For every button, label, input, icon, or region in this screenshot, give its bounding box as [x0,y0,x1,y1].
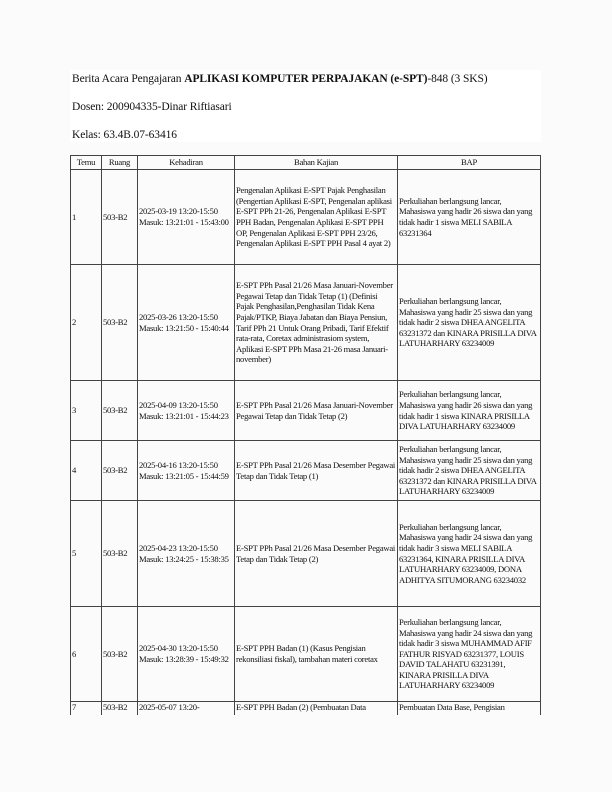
table-header-row [71,156,541,170]
attendance-table-container [70,155,542,715]
cell-bahan-kajian: E-SPT PPh Pasal 21/26 Masa Januari-November Pegawai Tetap dan Tidak Tetap (1) (Definisi Pajak Penghasilan,Penghasilan Tidak Kena Pajak/PTKP, Biaya Jabatan dan Biaya Pensiun, Tarif PPh 21 Untuk Orang Pribadi, Tarif Efektif rata-rata, Coretax administrasiom system, Aplikasi E-SPT PPh Masa 21-26 masa Januari-november) [235,265,398,381]
table-row [71,607,541,702]
cell-bap: Perkuliahan berlangsung lancar, Mahasiswa yang hadir 25 siswa dan yang tidak hadir 2 siswa DHEA ANGELITA 63231372 dan KINARA PRISILLA DIVA LATUHARHARY 63234009 [398,441,541,501]
cell-kehadiran: 2025-05-07 13:20- [138,702,235,716]
cell-ruang: 503-B2 [102,381,138,441]
cell-bahan-kajian: Pengenalan Aplikasi E-SPT Pajak Penghasilan (Pengertian Aplikasi E-SPT, Pengenalan aplikasi E-SPT PPh 21-26, Pengenalan Aplikasi E-SPT PPH Badan, Pengenalan Aplikasi E-SPT PPH OP, Pengenalan Aplikasi E-SPT PPH 23/26, Pengenalan Aplikasi E-SPT PPH Pasal 4 ayat 2) [235,170,398,265]
cell-temu: 1 [71,170,102,265]
cell-bap: Pembuatan Data Base, Pengisian [398,702,541,716]
cell-temu: 3 [71,381,102,441]
course-code-sks: -848 (3 SKS) [427,73,488,85]
cell-kehadiran: 2025-03-26 13:20-15:50 Masuk: 13:21:50 - 15:40:44 [138,265,235,381]
title-prefix: Berita Acara Pengajaran [72,73,185,85]
cell-kehadiran: 2025-04-09 13:20-15:50 Masuk: 13:21:01 - 15:44:23 [138,381,235,441]
class-line: Kelas: 63.4B.07-63416 [72,129,177,141]
col-header-kehadiran: Kehadiran [138,156,235,170]
cell-ruang: 503-B2 [102,265,138,381]
table-row [71,441,541,501]
cell-bap: Perkuliahan berlangsung lancar, Mahasiswa yang hadir 25 siswa dan yang tidak hadir 2 siswa DHEA ANGELITA 63231372 dan KINARA PRISILLA DIVA LATUHARHARY 63234009 [398,265,541,381]
cell-ruang: 503-B2 [102,501,138,607]
cell-bahan-kajian: E-SPT PPh Pasal 21/26 Masa Januari-November Pegawai Tetap dan Tidak Tetap (2) [235,381,398,441]
attendance-table [70,155,541,715]
table-row [71,265,541,381]
table-row [71,170,541,265]
cell-bahan-kajian: E-SPT PPH Badan (2) (Pembuatan Data [235,702,398,716]
cell-bap: Perkuliahan berlangsung lancar, Mahasiswa yang hadir 24 siswa dan yang tidak hadir 3 siswa MUHAMMAD AFIF FATHUR RISYAD 63231377, LOUIS DAVID TALAHATU 63231391, KINARA PRISILLA DIVA LATUHARHARY 63234009 [398,607,541,702]
cell-bahan-kajian: E-SPT PPh Pasal 21/26 Masa Desember Pegawai Tetap dan Tidak Tetap (2) [235,501,398,607]
cell-kehadiran: 2025-04-30 13:20-15:50 Masuk: 13:28:39 - 15:49:32 [138,607,235,702]
cell-kehadiran: 2025-04-16 13:20-15:50 Masuk: 13:21:05 - 15:44:59 [138,441,235,501]
document-header [70,70,541,142]
cell-ruang: 503-B2 [102,607,138,702]
cell-ruang: 503-B2 [102,441,138,501]
col-header-temu: Temu [71,156,102,170]
lecturer-line: Dosen: 200904335-Dinar Riftiasari [72,101,232,113]
col-header-ruang: Ruang [102,156,138,170]
cell-bap: Perkuliahan berlangsung lancar, Mahasiswa yang hadir 24 siswa dan yang tidak hadir 3 siswa MELI SABILA 63231364, KINARA PRISILLA DIVA LATUHARHARY 63234009, DONA ADHITYA SITUMORANG 63234032 [398,501,541,607]
cell-temu: 4 [71,441,102,501]
col-header-bahan-kajian: Bahan Kajian [235,156,398,170]
cell-temu: 5 [71,501,102,607]
col-header-bap: BAP [398,156,541,170]
cell-ruang: 503-B2 [102,170,138,265]
cell-temu: 2 [71,265,102,381]
cell-ruang: 503-B2 [102,702,138,716]
cell-bap: Perkuliahan berlangsung lancar, Mahasiswa yang hadir 26 siswa dan yang tidak hadir 1 siswa MELI SABILA 63231364 [398,170,541,265]
cell-kehadiran: 2025-03-19 13:20-15:50 Masuk: 13:21:01 - 15:43:00 [138,170,235,265]
course-name: APLIKASI KOMPUTER PERPAJAKAN (e-SPT) [184,73,428,85]
cell-temu: 6 [71,607,102,702]
cell-bap: Perkuliahan berlangsung lancar, Mahasiswa yang hadir 26 siswa dan yang tidak hadir 1 siswa KINARA PRISILLA DIVA LATUHARHARY 63234009 [398,381,541,441]
cell-bahan-kajian: E-SPT PPH Badan (1) (Kasus Pengisian rekonsiliasi fiskal), tambahan materi coretax [235,607,398,702]
table-row [71,501,541,607]
report-title-line [72,72,488,86]
cell-bahan-kajian: E-SPT PPh Pasal 21/26 Masa Desember Pegawai Tetap dan Tidak Tetap (1) [235,441,398,501]
table-row [71,702,541,716]
cell-temu: 7 [71,702,102,716]
table-row [71,381,541,441]
cell-kehadiran: 2025-04-23 13:20-15:50 Masuk: 13:24:25 - 15:38:35 [138,501,235,607]
